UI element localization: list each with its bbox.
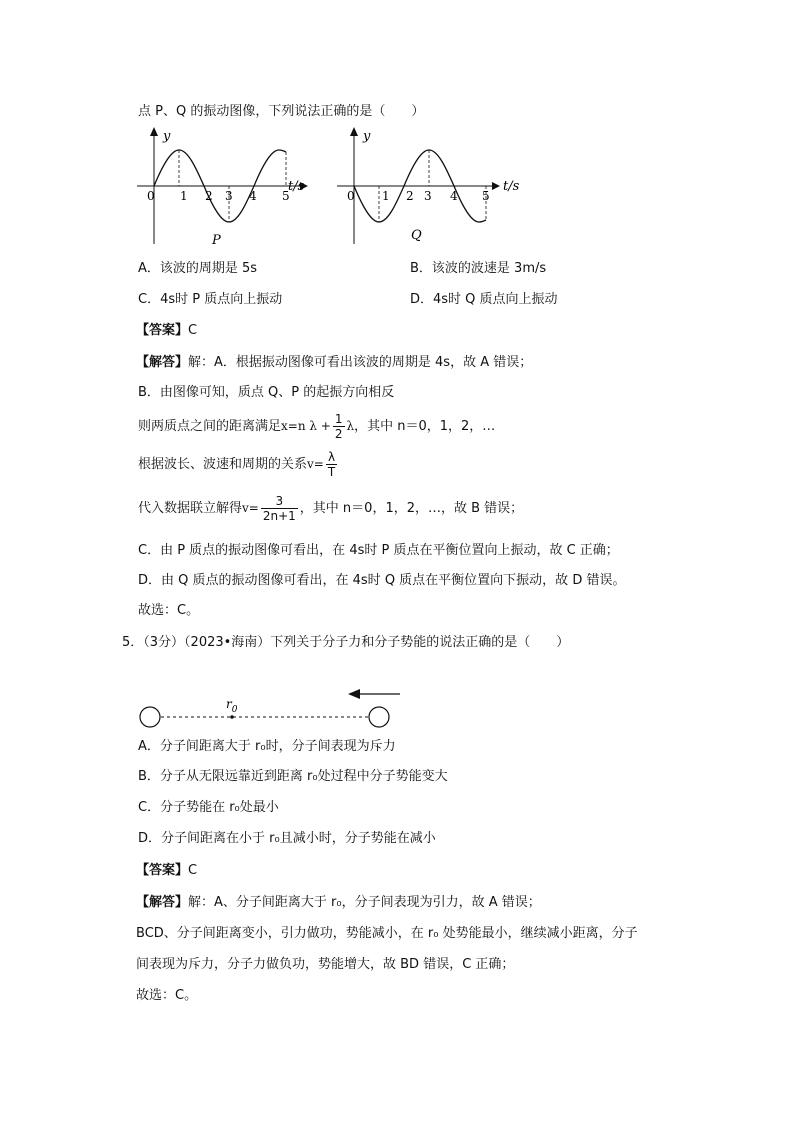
graph-q-caption: Q [411, 228, 422, 243]
q5-option-b: B．分子从无限远靠近到距离 r₀处过程中分子势能变大 [138, 769, 448, 784]
q4-analysis-line-6: C．由 P 质点的振动图像可看出，在 4s时 P 质点在平衡位置向上振动，故 C 正确； [138, 543, 619, 558]
fraction-numerator: λ [326, 450, 337, 465]
q4-conclusion: 故选：C。 [138, 603, 200, 618]
q4-analysis-line-7: D．由 Q 质点的振动图像可看出，在 4s时 Q 质点在平衡位置向下振动，故 D 错误。 [138, 573, 626, 588]
q4-analysis-tag: 【解答】 [136, 355, 189, 370]
graph-q-tick-2: 2 [406, 189, 414, 203]
molecule-right-circle [369, 707, 389, 727]
q5-answer-value: C [188, 863, 198, 878]
q4-analysis-5-fraction [261, 494, 298, 523]
q5-analysis-text-1: 解：A、分子间距离大于 r₀，分子间表现为引力，故 A 错误； [188, 895, 541, 910]
r0-label-sub: 0 [231, 705, 238, 715]
q5-answer [136, 862, 197, 880]
graph-p-tick-4: 4 [249, 189, 257, 203]
q5-analysis-tag: 【解答】 [136, 895, 189, 910]
graph-p-tick-5: 5 [282, 189, 290, 203]
q5-answer-tag: 【答案】 [136, 863, 189, 878]
q4-option-b: B．该波的波速是 3m/s [410, 261, 547, 276]
graph-p-caption: P [212, 233, 221, 248]
q5-stem: 5．（3分）（2023•海南）下列关于分子力和分子势能的说法正确的是（ ） [122, 635, 570, 650]
q4-analysis-line-5 [138, 492, 523, 525]
molecule-left-circle [140, 707, 160, 727]
q4-analysis-3-pre: 则两质点之间的距离满足 [138, 419, 282, 434]
q5-option-d: D．分子间距离在小于 r₀且减小时，分子势能在减小 [138, 831, 436, 846]
q4-analysis-3-formula: x=n λ + [281, 419, 331, 433]
q4-analysis-4-pre: 根据波长、波速和周期的关系 [138, 457, 308, 472]
q4-option-a: A．该波的周期是 5s [138, 261, 258, 276]
q4-analysis-line-4 [138, 448, 339, 481]
fraction-denominator: 2n+1 [262, 509, 296, 523]
r0-label-main: r [226, 697, 232, 711]
graph-q-t-label: t/s [503, 179, 520, 194]
q5-option-a: A．分子间距离大于 r₀时，分子间表现为斥力 [138, 739, 396, 754]
graph-p-origin: 0 [147, 189, 155, 203]
graph-p-y-label: y [163, 129, 171, 144]
q4-analysis-4-v: v= [307, 457, 324, 471]
q4-analysis-5-v: v= [242, 501, 259, 515]
q4-stem: 点 P、Q 的振动图像，下列说法正确的是（ ） [138, 104, 425, 119]
graph-q-origin: 0 [347, 189, 355, 203]
graph-q-tick-5: 5 [482, 189, 490, 203]
q4-analysis-line-1 [136, 354, 532, 372]
graph-p-t-label: t/s [288, 179, 305, 194]
q4-analysis-4-fraction [326, 450, 337, 479]
graph-q-tick-4: 4 [450, 189, 458, 203]
vibration-graph-p [132, 124, 322, 250]
graph-p-tick-2: 2 [205, 189, 213, 203]
q4-analysis-3-fraction [333, 412, 345, 441]
graph-q-tick-1: 1 [382, 189, 390, 203]
q4-analysis-5-tail: ，其中 n＝0，1，2，…，故 B 错误； [299, 501, 524, 516]
graph-p-tick-3: 3 [225, 189, 233, 203]
q4-analysis-3-tail: ，其中 n＝0，1，2，… [354, 419, 496, 434]
q4-answer [136, 322, 197, 340]
fraction-denominator: 2 [334, 427, 343, 441]
graph-q-y-label: y [363, 129, 371, 144]
fraction-numerator: 1 [334, 412, 343, 426]
q5-conclusion: 故选：C。 [136, 988, 198, 1003]
vibration-graph-q [332, 124, 522, 250]
q5-analysis-line-3: 间表现为斥力，分子力做负功，势能增大，故 BD 错误，C 正确； [136, 957, 515, 972]
q4-analysis-line-3 [138, 410, 495, 443]
q4-analysis-3-lambda: λ [346, 419, 355, 433]
q4-option-c: C．4s时 P 质点向上振动 [138, 292, 283, 307]
q4-analysis-text-1: 解：A．根据振动图像可看出该波的周期是 4s，故 A 错误； [188, 355, 533, 370]
q4-analysis-line-2: B．由图像可知，质点 Q、P 的起振方向相反 [138, 385, 395, 400]
graph-p-tick-1: 1 [180, 189, 188, 203]
molecule-distance-diagram [134, 686, 414, 732]
q4-analysis-5-pre: 代入数据联立解得 [138, 501, 243, 516]
q5-analysis-line-2: BCD、分子间距离变小，引力做功，势能减小，在 r₀ 处势能最小，继续减小距离，分子 [136, 926, 638, 941]
fraction-numerator: 3 [261, 494, 298, 509]
q4-answer-tag: 【答案】 [136, 323, 189, 338]
graph-q-tick-3: 3 [424, 189, 432, 203]
q5-option-c: C．分子势能在 r₀处最小 [138, 800, 279, 815]
q4-option-d: D．4s时 Q 质点向上振动 [410, 292, 558, 307]
q4-answer-value: C [188, 323, 198, 338]
fraction-denominator: T [327, 465, 336, 479]
r0-label [226, 697, 238, 715]
q5-analysis-line-1 [136, 894, 541, 912]
